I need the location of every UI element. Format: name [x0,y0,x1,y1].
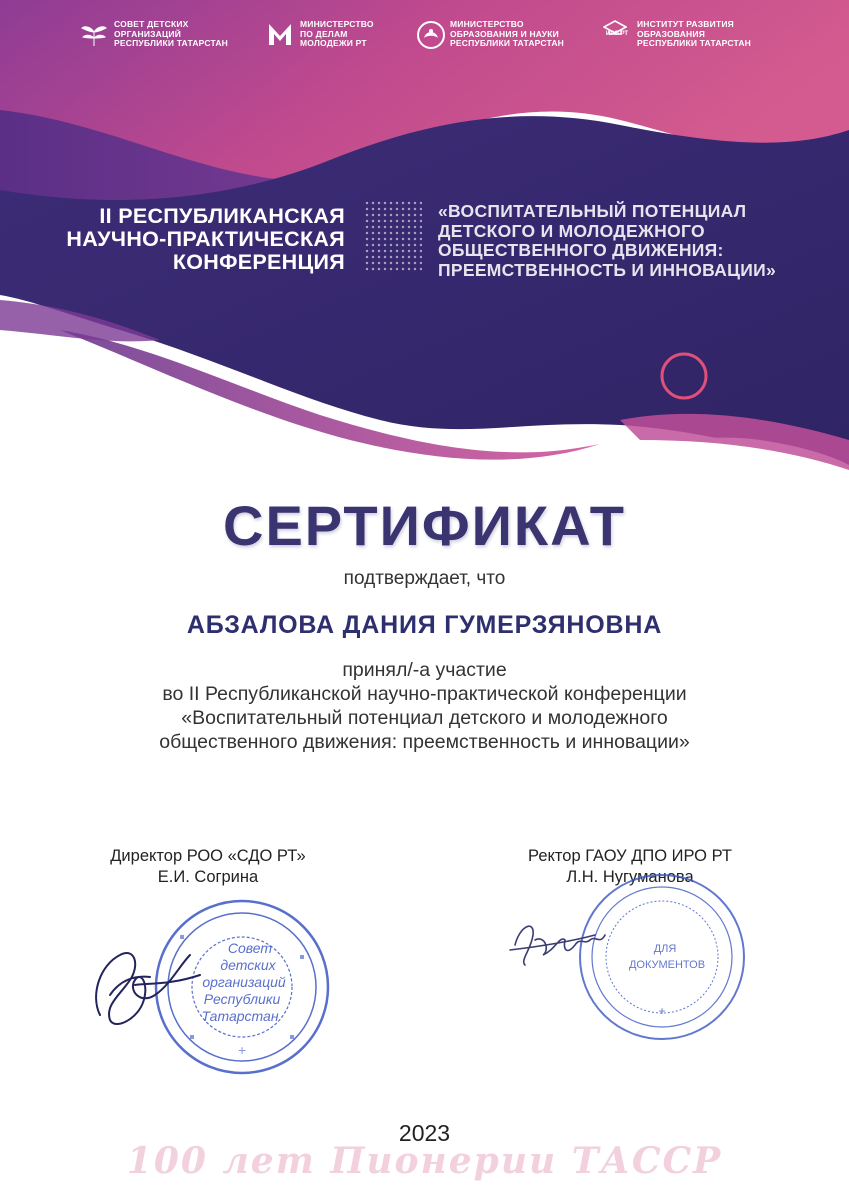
signatory-left [68,846,348,888]
stamp-text: ДОКУМЕНТОВ [628,959,706,971]
anniversary-watermark: 100 лет Пионерии ТАССР [126,1140,723,1182]
signatory-name: Е.И. Согрина [157,868,259,886]
iro-rt-icon-text: ИРО РТ [605,31,629,38]
participation-line: «Воспитательный потенциал детского и молодежного [181,707,668,729]
conference-name [40,205,345,274]
recipient-name: АБЗАЛОВА ДАНИЯ ГУМЕРЗЯНОВНА [186,611,663,639]
conference-theme-line: ДЕТСКОГО И МОЛОДЕЖНОГО [438,220,705,241]
logo-ministry-education [416,20,564,49]
signatory-title: Директор РОО «СДО РТ» [110,847,306,865]
iro-rt-icon [603,20,631,48]
signatory-title: Ректор ГАОУ ДПО ИРО РТ [528,847,732,865]
logo-line: ПО ДЕЛАМ [300,28,348,39]
conference-header [0,0,849,480]
conference-theme-line: ОБЩЕСТВЕННОГО ДВИЖЕНИЯ: [438,240,724,260]
logo-line: ОБРАЗОВАНИЯ [637,28,706,39]
logo-line: РЕСПУБЛИКИ ТАТАРСТАН [450,38,564,48]
left-handwritten-signature [80,925,230,1035]
logo-line: ИНСТИТУТ РАЗВИТИЯ [637,19,734,29]
confirms-text: подтверждает, что [343,568,506,589]
participation-line: принял/-а участие [342,659,507,681]
right-handwritten-signature [505,905,615,975]
logo-iro-rt [603,20,751,49]
conference-name-line: II РЕСПУБЛИКАНСКАЯ [99,204,345,228]
participation-line: во II Республиканской научно-практической конференции [162,683,687,705]
ministry-youth-icon [266,20,294,48]
conference-name-line: НАУЧНО-ПРАКТИЧЕСКАЯ [66,227,345,251]
logo-ministry-youth [266,20,374,49]
svg-text:+: + [658,1004,666,1018]
conference-theme-line: ПРЕЕМСТВЕННОСТЬ И ИННОВАЦИИ» [438,259,776,280]
logo-line: РЕСПУБЛИКИ ТАТАРСТАН [114,38,228,48]
conference-name-line: КОНФЕРЕНЦИЯ [172,250,345,274]
logo-line: СОВЕТ ДЕТСКИХ [114,19,189,29]
stamp-text: Татарстан [201,1008,279,1024]
logo-line: РЕСПУБЛИКИ ТАТАРСТАН [637,38,751,48]
participation-text [0,658,849,754]
logo-line: МИНИСТЕРСТВО [450,19,524,29]
stamp-text: Совет [227,940,273,956]
logo-line: МИНИСТЕРСТВО [300,19,374,29]
stamp-text: организаций [202,974,286,990]
dot-grid-decoration [364,200,422,272]
children-organizations-icon [80,20,108,48]
certificate-year: 2023 [398,1120,451,1146]
partner-logos [0,12,849,62]
logo-line: МОЛОДЕЖИ РТ [300,38,367,48]
stamp-text: детских [220,957,276,973]
ministry-education-emblem-icon [416,20,444,48]
participation-line: общественного движения: преемственность и инновации» [159,731,690,753]
logo-line: ОБРАЗОВАНИЯ И НАУКИ [450,28,559,39]
stamp-text: ДЛЯ [653,943,677,955]
signatory-name: Л.Н. Нугуманова [566,868,694,886]
logo-line: ОРГАНИЗАЦИЙ [114,28,182,39]
stamp-text: Республики [203,991,281,1007]
certificate-title: СЕРТИФИКАТ [223,494,626,557]
conference-theme-line: «ВОСПИТАТЕЛЬНЫЙ ПОТЕНЦИАЛ [438,201,747,221]
logo-children-organizations [80,20,228,49]
conference-theme [438,202,818,280]
svg-text:+: + [238,1042,247,1058]
